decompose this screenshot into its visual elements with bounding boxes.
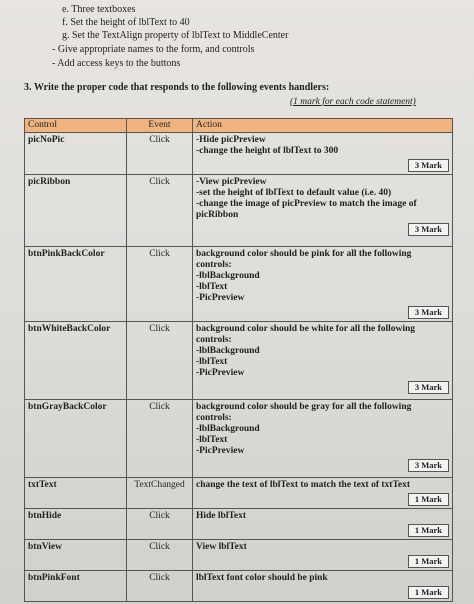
header-line-f: f. Set the height of lblText to 40: [62, 17, 190, 28]
cell-action: [193, 133, 453, 175]
cell-action: [193, 509, 453, 540]
action-line: change the text of lblText to match the text of txtText: [196, 480, 411, 490]
table-row: [25, 247, 453, 322]
marks-badge: 1 Mark: [408, 493, 449, 506]
cell-control: btnHide: [25, 509, 127, 540]
cell-control: btnWhiteBackColor: [25, 322, 127, 400]
cell-action: [193, 478, 453, 509]
cell-event: Click: [127, 322, 193, 400]
cell-control: picRibbon: [25, 175, 127, 247]
action-line: -set the height of lblText to default value (i.e. 40): [196, 188, 392, 198]
action-line: -PicPreview: [196, 368, 245, 378]
cell-event: Click: [127, 540, 193, 571]
mark-note: (1 mark for each code statement): [290, 97, 416, 107]
marks-badge: 1 Mark: [408, 586, 449, 599]
table-row: [25, 133, 453, 175]
cell-action: [193, 247, 453, 322]
action-line: -View picPreview: [196, 177, 267, 187]
header-line-e: e. Three textboxes: [62, 4, 136, 15]
cell-action: [193, 540, 453, 571]
action-line: lblText font color should be pink: [196, 573, 328, 583]
cell-control: btnPinkFont: [25, 571, 127, 602]
cell-action: [193, 400, 453, 478]
cell-event: Click: [127, 571, 193, 602]
cell-control: btnGrayBackColor: [25, 400, 127, 478]
action-line: -lblText: [196, 282, 228, 292]
action-line: -PicPreview: [196, 293, 245, 303]
cell-control: txtText: [25, 478, 127, 509]
header-line-access-keys: - Add access keys to the buttons: [52, 58, 181, 69]
action-line: background color should be pink for all the following controls:: [196, 249, 412, 270]
action-line: -change the image of picPreview to match the image of picRibbon: [196, 199, 417, 220]
question-3: 3. Write the proper code that responds to the following events handlers:: [24, 82, 330, 93]
table-row: [25, 478, 453, 509]
marks-badge: 3 Mark: [408, 459, 449, 472]
action-line: -PicPreview: [196, 446, 245, 456]
table-row: [25, 400, 453, 478]
cell-action: [193, 571, 453, 602]
cell-control: btnPinkBackColor: [25, 247, 127, 322]
cell-event: TextChanged: [127, 478, 193, 509]
header-control: Control: [25, 119, 127, 133]
header-action: Action: [193, 119, 453, 133]
table-row: [25, 571, 453, 602]
cell-event: Click: [127, 509, 193, 540]
events-table: [24, 118, 453, 602]
cell-action: [193, 175, 453, 247]
action-line: View lblText: [196, 542, 247, 552]
table-row: [25, 322, 453, 400]
table-row: [25, 509, 453, 540]
action-line: -lblText: [196, 435, 228, 445]
cell-action: [193, 322, 453, 400]
action-line: -lblText: [196, 357, 228, 367]
cell-event: Click: [127, 175, 193, 247]
action-line: -Hide picPreview: [196, 135, 266, 145]
marks-badge: 3 Mark: [408, 381, 449, 394]
marks-badge: 3 Mark: [408, 159, 449, 172]
action-line: background color should be white for all the following controls:: [196, 324, 416, 345]
table-row: [25, 175, 453, 247]
action-line: background color should be gray for all the following controls:: [196, 402, 412, 423]
cell-event: Click: [127, 247, 193, 322]
header-event: Event: [127, 119, 193, 133]
cell-control: btnView: [25, 540, 127, 571]
header-line-g: g. Set the TextAlign property of lblText to MiddleCenter: [62, 30, 289, 41]
marks-badge: 3 Mark: [408, 223, 449, 236]
marks-badge: 3 Mark: [408, 306, 449, 319]
action-line: -lblBackground: [196, 271, 260, 281]
cell-control: picNoPic: [25, 133, 127, 175]
table-row: [25, 540, 453, 571]
action-line: -lblBackground: [196, 424, 260, 434]
cell-event: Click: [127, 400, 193, 478]
marks-badge: 1 Mark: [408, 524, 449, 537]
cell-event: Click: [127, 133, 193, 175]
header-line-names: - Give appropriate names to the form, and controls: [52, 44, 255, 55]
marks-badge: 1 Mark: [408, 555, 449, 568]
action-line: -change the height of lblText to 300: [196, 146, 339, 156]
action-line: Hide lblText: [196, 511, 247, 521]
action-line: -lblBackground: [196, 346, 260, 356]
table-header-row: [25, 119, 453, 133]
